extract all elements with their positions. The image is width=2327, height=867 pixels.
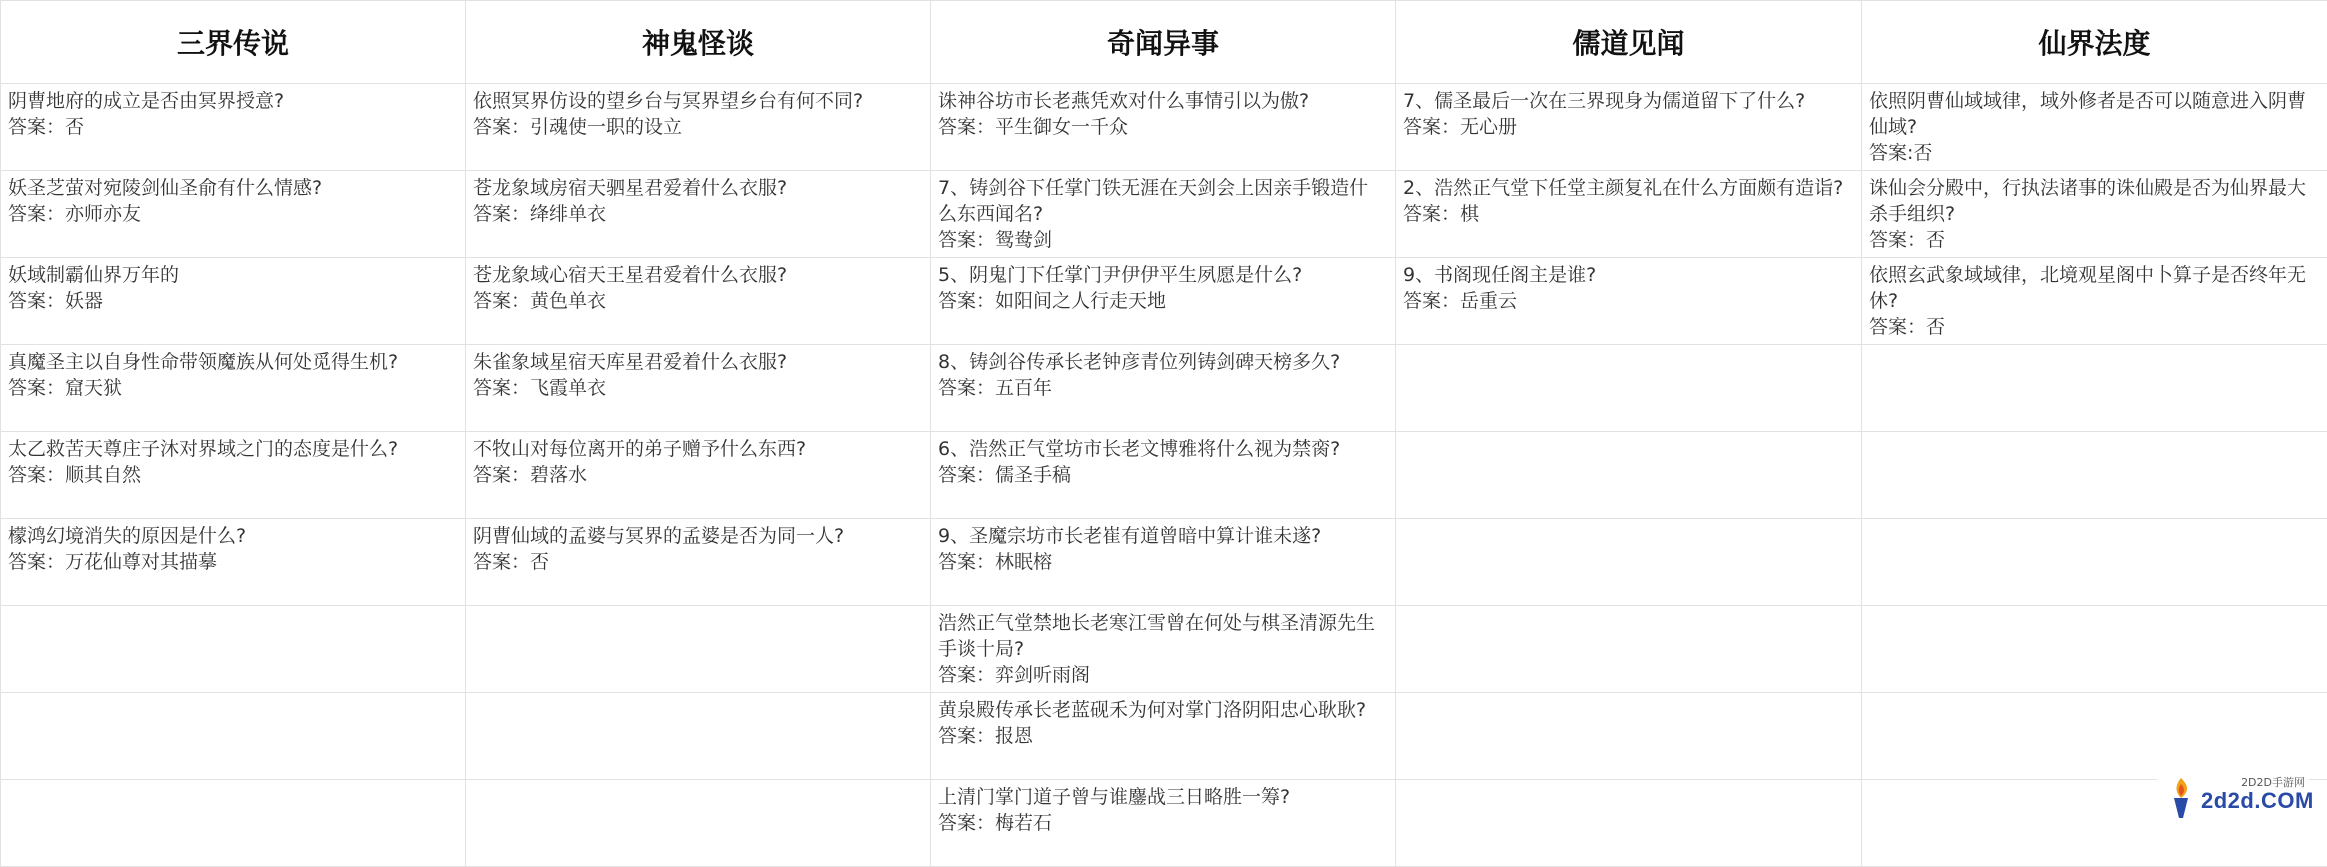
table-cell	[1862, 519, 2327, 606]
question-text: 7、儒圣最后一次在三界现身为儒道留下了什么?	[1403, 88, 1853, 114]
question-text: 上清门掌门道子曾与谁鏖战三日略胜一筹?	[938, 784, 1387, 810]
table-cell	[1396, 345, 1862, 432]
answer-text: 答案：黄色单衣	[473, 288, 922, 314]
table-row	[1, 258, 2327, 345]
answer-text: 答案：岳重云	[1403, 288, 1853, 314]
table-cell	[931, 171, 1396, 258]
answer-text: 答案：否	[1869, 314, 2319, 340]
column-header-rudao: 儒道见闻	[1396, 1, 1862, 84]
table-cell	[931, 258, 1396, 345]
column-header-xianjie: 仙界法度	[1862, 1, 2327, 84]
question-text: 6、浩然正气堂坊市长老文博雅将什么视为禁脔?	[938, 436, 1387, 462]
question-text: 9、圣魔宗坊市长老崔有道曾暗中算计谁未遂?	[938, 523, 1387, 549]
site-watermark	[2157, 774, 2309, 822]
table-cell	[1, 693, 466, 780]
answer-text: 答案：平生御女一千众	[938, 114, 1387, 140]
table-cell	[1, 345, 466, 432]
table-cell	[466, 171, 931, 258]
question-text: 不牧山对每位离开的弟子赠予什么东西?	[473, 436, 922, 462]
question-text: 依照冥界仿设的望乡台与冥界望乡台有何不同?	[473, 88, 922, 114]
table-cell	[1396, 693, 1862, 780]
question-text: 8、铸剑谷传承长老钟彦青位列铸剑碑天榜多久?	[938, 349, 1387, 375]
question-text: 朱雀象域星宿天库星君爱着什么衣服?	[473, 349, 922, 375]
question-text: 妖圣芝萤对宛陵剑仙圣俞有什么情感?	[8, 175, 457, 201]
question-text: 2、浩然正气堂下任堂主颜复礼在什么方面颇有造诣?	[1403, 175, 1853, 201]
table-cell	[1, 432, 466, 519]
table-cell	[1862, 693, 2327, 780]
table-cell	[1862, 171, 2327, 258]
header-row	[1, 1, 2327, 84]
table-cell	[1862, 345, 2327, 432]
table-cell	[1, 780, 466, 867]
answer-text: 答案：万花仙尊对其描摹	[8, 549, 457, 575]
answer-text: 答案：梅若石	[938, 810, 1387, 836]
table-cell	[1396, 519, 1862, 606]
question-text: 5、阴鬼门下任掌门尹伊伊平生夙愿是什么?	[938, 262, 1387, 288]
answer-text: 答案：飞霞单衣	[473, 375, 922, 401]
table-cell	[466, 780, 931, 867]
table-cell	[1396, 171, 1862, 258]
table-cell	[1396, 780, 1862, 867]
answer-text: 答案：报恩	[938, 723, 1387, 749]
answer-text: 答案：如阳间之人行走天地	[938, 288, 1387, 314]
table-cell	[1862, 432, 2327, 519]
answer-text: 答案：绛绯单衣	[473, 201, 922, 227]
answer-text: 答案：顺其自然	[8, 462, 457, 488]
table-row	[1, 780, 2327, 867]
watermark-subtitle: 2D2D手游网	[2241, 774, 2305, 790]
table-cell	[1862, 84, 2327, 171]
table-cell	[1862, 606, 2327, 693]
question-text: 9、书阁现任阁主是谁?	[1403, 262, 1853, 288]
answer-text: 答案：妖器	[8, 288, 457, 314]
answer-text: 答案：否	[1869, 227, 2319, 253]
column-header-sanjie: 三界传说	[1, 1, 466, 84]
table-cell	[466, 432, 931, 519]
question-text: 檬鸿幻境消失的原因是什么?	[8, 523, 457, 549]
question-text: 妖域制霸仙界万年的	[8, 262, 457, 288]
column-header-shengui: 神鬼怪谈	[466, 1, 931, 84]
table-row	[1, 432, 2327, 519]
table-cell	[931, 606, 1396, 693]
table-cell	[466, 345, 931, 432]
question-text: 真魔圣主以自身性命带领魔族从何处觅得生机?	[8, 349, 457, 375]
question-text: 太乙救苦天尊庄子沐对界域之门的态度是什么?	[8, 436, 457, 462]
question-text: 7、铸剑谷下任掌门铁无涯在天剑会上因亲手锻造什么东西闻名?	[938, 175, 1387, 227]
question-text: 阴曹仙域的孟婆与冥界的孟婆是否为同一人?	[473, 523, 922, 549]
table-cell	[1, 519, 466, 606]
answer-text: 答案：无心册	[1403, 114, 1853, 140]
table-cell	[931, 519, 1396, 606]
table-row	[1, 84, 2327, 171]
question-text: 苍龙象域房宿天驷星君爱着什么衣服?	[473, 175, 922, 201]
table-row	[1, 519, 2327, 606]
question-text: 黄泉殿传承长老蓝砚禾为何对掌门洛阴阳忠心耿耿?	[938, 697, 1387, 723]
table-cell	[931, 780, 1396, 867]
question-text: 诛神谷坊市长老燕凭欢对什么事情引以为傲?	[938, 88, 1387, 114]
table-cell	[1396, 432, 1862, 519]
table-cell	[931, 84, 1396, 171]
answer-text: 答案：窟天狱	[8, 375, 457, 401]
answer-text: 答案：引魂使一职的设立	[473, 114, 922, 140]
answer-text: 答案：亦师亦友	[8, 201, 457, 227]
table-cell	[466, 519, 931, 606]
table-cell	[1396, 258, 1862, 345]
table-cell	[931, 432, 1396, 519]
table-cell	[466, 606, 931, 693]
question-text: 依照阴曹仙域域律，域外修者是否可以随意进入阴曹仙域?	[1869, 88, 2319, 140]
answer-text: 答案：弈剑听雨阁	[938, 662, 1387, 688]
answer-text: 答案：林眠榕	[938, 549, 1387, 575]
table-cell	[1, 171, 466, 258]
answer-text: 答案：否	[473, 549, 922, 575]
table-cell	[931, 693, 1396, 780]
table-row	[1, 606, 2327, 693]
table-row	[1, 693, 2327, 780]
table-cell	[931, 345, 1396, 432]
answer-text: 答案：否	[8, 114, 457, 140]
question-text: 阴曹地府的成立是否由冥界授意?	[8, 88, 457, 114]
torch-logo-icon	[2161, 776, 2201, 820]
table-cell	[1, 84, 466, 171]
answer-text: 答案：五百年	[938, 375, 1387, 401]
table-cell	[466, 84, 931, 171]
question-text: 浩然正气堂禁地长老寒江雪曾在何处与棋圣清源先生手谈十局?	[938, 610, 1387, 662]
table-cell	[1, 258, 466, 345]
answer-text: 答案：儒圣手稿	[938, 462, 1387, 488]
table-cell	[1, 606, 466, 693]
column-header-qiwen: 奇闻异事	[931, 1, 1396, 84]
table-row	[1, 345, 2327, 432]
watermark-text: 2d2d.COM	[2201, 788, 2314, 814]
answer-text: 答案：棋	[1403, 201, 1853, 227]
table-cell	[1862, 258, 2327, 345]
answer-text: 答案：鸳鸯剑	[938, 227, 1387, 253]
table-cell	[466, 693, 931, 780]
table-cell	[1396, 606, 1862, 693]
question-text: 诛仙会分殿中，行执法诸事的诛仙殿是否为仙界最大杀手组织?	[1869, 175, 2319, 227]
table-row	[1, 171, 2327, 258]
table-cell	[466, 258, 931, 345]
answer-text: 答案：碧落水	[473, 462, 922, 488]
question-text: 苍龙象域心宿天王星君爱着什么衣服?	[473, 262, 922, 288]
question-text: 依照玄武象域域律，北境观星阁中卜算子是否终年无休?	[1869, 262, 2319, 314]
answer-text: 答案:否	[1869, 140, 2319, 166]
table-cell	[1396, 84, 1862, 171]
